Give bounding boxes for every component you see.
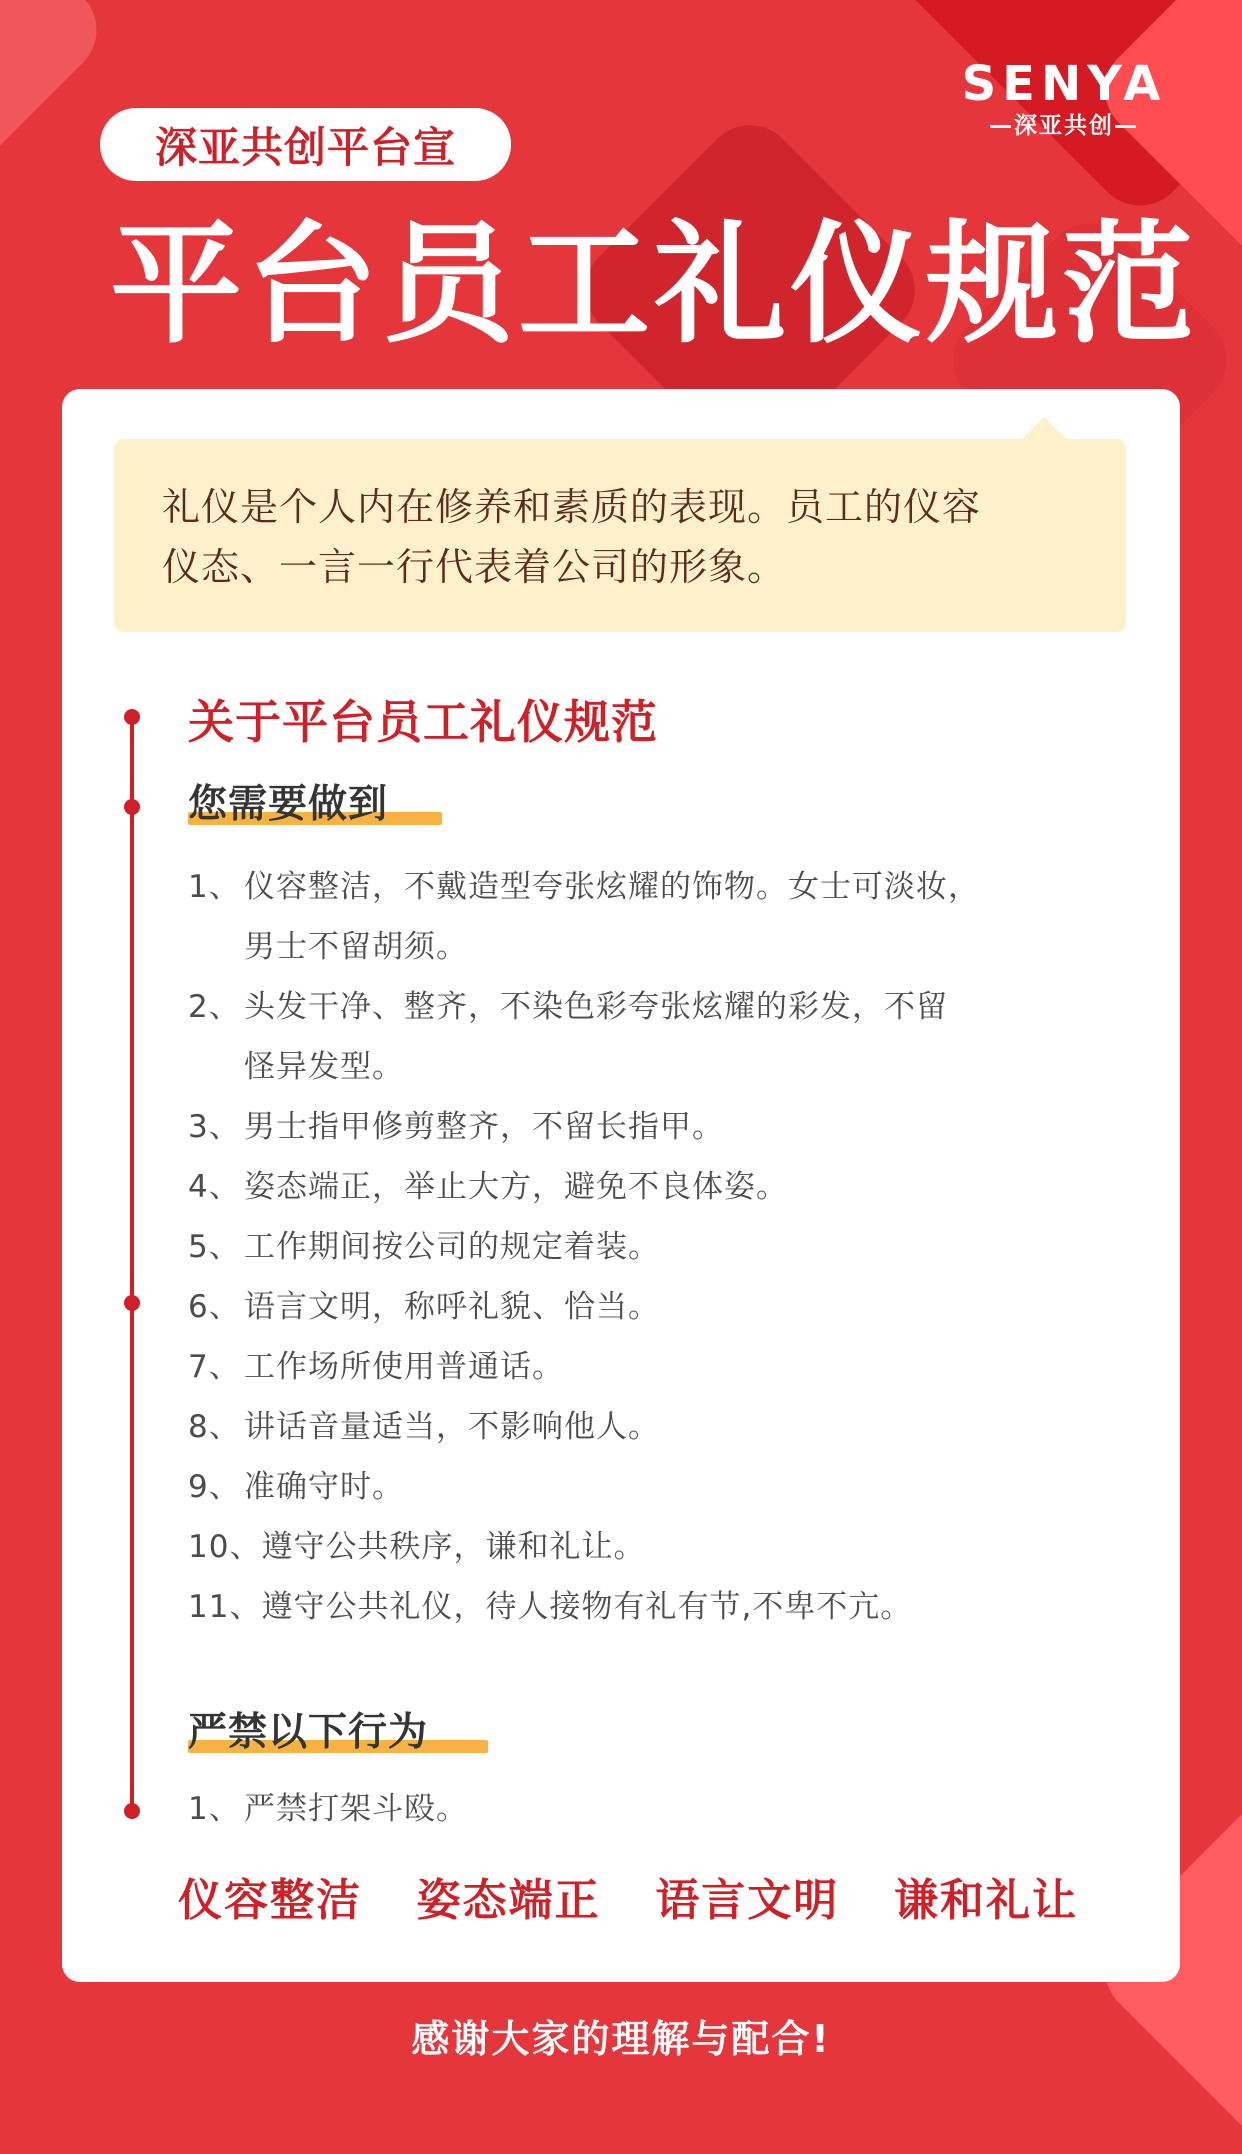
intro-text — [162, 477, 1092, 597]
item-number: 8、 — [188, 1409, 241, 1445]
item-text: 遵守公共秩序，谦和礼让。 — [261, 1529, 646, 1565]
section-title: 关于平台员工礼仪规范 — [188, 695, 658, 749]
item-text: 姿态端正，举止大方，避免不良体姿。 — [244, 1169, 788, 1205]
timeline-dot — [124, 799, 140, 815]
list-item — [188, 977, 1068, 1097]
item-text: 语言文明，称呼礼貌、恰当。 — [244, 1289, 660, 1325]
item-number: 4、 — [188, 1169, 241, 1205]
item-text: 准确守时。 — [244, 1469, 404, 1505]
slogan: 语言文明 — [655, 1875, 840, 1926]
list-item — [188, 857, 1068, 977]
brand-logo — [954, 58, 1174, 140]
slogan-row — [178, 1873, 1078, 1929]
item-number: 9、 — [188, 1469, 241, 1505]
slogan: 仪容整洁 — [178, 1875, 362, 1926]
item-text: 头发干净、整齐，不染色彩夸张炫耀的彩发，不留 — [244, 989, 948, 1025]
list-item — [188, 1397, 1068, 1457]
brand-name: SENYA — [961, 56, 1167, 112]
header-pill: 深亚共创平台宣 — [100, 108, 511, 181]
list-item — [188, 1517, 1068, 1577]
list-item — [188, 1457, 1068, 1517]
list-item — [188, 1277, 1068, 1337]
item-number: 5、 — [188, 1229, 241, 1265]
item-number: 6、 — [188, 1289, 241, 1325]
item-text: 遵守公共礼仪，待人接物有礼有节,不卑不亢。 — [261, 1589, 913, 1625]
slogan: 谦和礼让 — [893, 1875, 1078, 1926]
requirements-heading — [188, 781, 388, 829]
intro-line-1: 礼仪是个人内在修养和素质的表现。员工的仪容 — [162, 485, 982, 529]
item-number: 1、 — [188, 869, 241, 905]
intro-box — [114, 439, 1126, 632]
brand-subtitle: —深亚共创— — [989, 113, 1139, 139]
content-card — [62, 389, 1180, 1982]
item-text: 讲话音量适当，不影响他人。 — [244, 1409, 660, 1445]
background-shape-top-left — [0, 0, 116, 186]
list-item — [188, 1157, 1068, 1217]
slogan: 姿态端正 — [416, 1875, 601, 1926]
item-number: 7、 — [188, 1349, 241, 1385]
intro-notch — [1022, 417, 1066, 439]
item-text-continued: 怪异发型。 — [244, 1049, 404, 1085]
requirements-heading-text: 您需要做到 — [188, 782, 389, 827]
timeline-dot — [124, 1803, 140, 1819]
list-item — [188, 1217, 1068, 1277]
prohibitions-heading — [188, 1709, 428, 1757]
list-item — [188, 1097, 1068, 1157]
item-text: 男士指甲修剪整齐，不留长指甲。 — [244, 1109, 724, 1145]
item-text: 工作场所使用普通话。 — [244, 1349, 564, 1385]
footer-message: 感谢大家的理解与配合! — [411, 2017, 831, 2061]
item-text: 严禁打架斗殴。 — [244, 1791, 468, 1827]
item-number: 10、 — [188, 1529, 262, 1565]
item-text-continued: 男士不留胡须。 — [244, 929, 468, 965]
item-number: 1、 — [188, 1791, 241, 1827]
timeline-line — [130, 717, 134, 1812]
timeline-dot — [124, 709, 140, 725]
intro-line-2: 仪态、一言一行代表着公司的形象。 — [162, 545, 787, 589]
item-number: 11、 — [188, 1589, 262, 1625]
item-number: 3、 — [188, 1109, 241, 1145]
item-text: 仪容整洁，不戴造型夸张炫耀的饰物。女士可淡妆， — [244, 869, 980, 905]
item-text: 工作期间按公司的规定着装。 — [244, 1229, 660, 1265]
page-title: 平台员工礼仪规范 — [110, 208, 1198, 362]
item-number: 2、 — [188, 989, 241, 1025]
list-item — [188, 1779, 1068, 1839]
list-item — [188, 1577, 1068, 1637]
timeline-dot — [124, 1295, 140, 1311]
prohibitions-heading-text: 严禁以下行为 — [188, 1710, 429, 1755]
list-item — [188, 1337, 1068, 1397]
